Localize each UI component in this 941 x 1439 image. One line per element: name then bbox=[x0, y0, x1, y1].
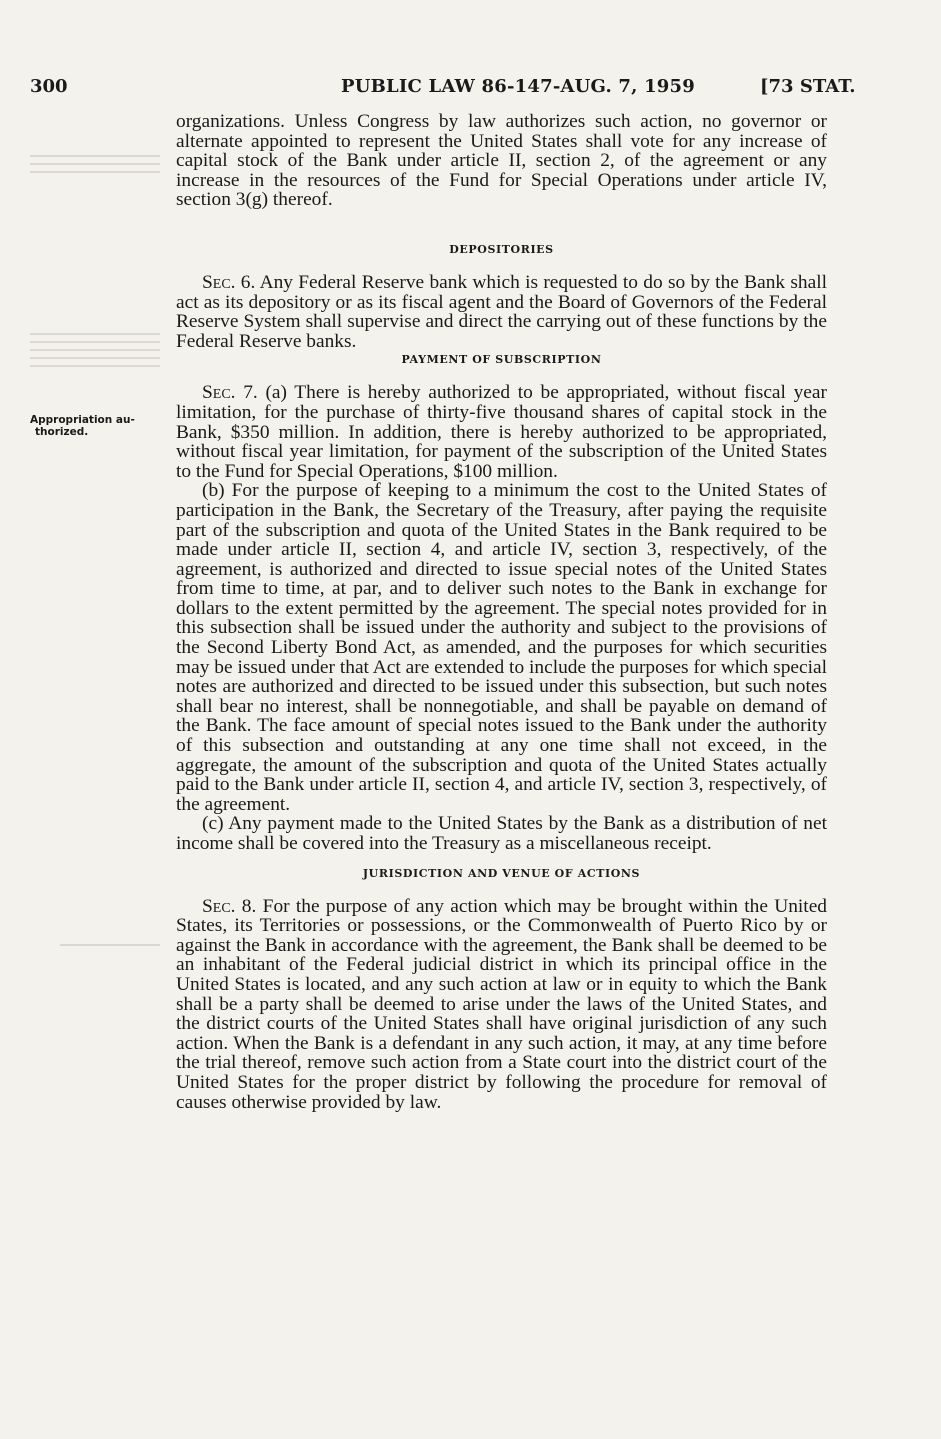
margin-note bbox=[30, 414, 180, 438]
margin-note-line: thorized. bbox=[35, 426, 89, 438]
page-number: 300 bbox=[30, 76, 68, 97]
intro-paragraph: organizations. Unless Congress by law authorizes such action, no governor or alternate appointed to represent the United States shall vote for any increase of capital stock of the Bank under article II, section 2, of the agreement or any increase in the resources of the Fund for Special Operations under article IV, section 3(g) thereof. bbox=[176, 111, 827, 211]
page-header bbox=[0, 68, 941, 102]
running-title: PUBLIC LAW 86-147-AUG. 7, 1959 bbox=[341, 76, 695, 97]
section-heading-payment: PAYMENT OF SUBSCRIPTION bbox=[401, 353, 602, 367]
section-8-label: Sec. 8. bbox=[202, 895, 257, 917]
section-7-label: Sec. 7. bbox=[202, 382, 258, 404]
section-7a-text: (a) There is hereby authorized to be appropriated, without fiscal year limitation, for the purchase of thirty-five thousand shares of capital stock in the Bank, $350 million. In addition, there is hereby authorized to be appropriated, without fiscal year limitation, for payment of the subscription of the United States to the Fund for Special Operations, $100 million. bbox=[176, 382, 827, 482]
bleed-through-mark bbox=[60, 944, 160, 952]
section-8-paragraph bbox=[176, 897, 827, 1113]
section-6-label: Sec. 6. bbox=[202, 271, 256, 293]
margin-note-line: Appropriation au- bbox=[30, 414, 135, 426]
section-7a-paragraph bbox=[176, 383, 827, 481]
body-text bbox=[176, 112, 827, 1112]
section-6-text: Any Federal Reserve bank which is requested to do so by the Bank shall act as its depository or as its fiscal agent and the Board of Governors of the Federal Reserve System shall supervise and direct the carrying out of these functions by the Federal Reserve banks. bbox=[176, 271, 828, 352]
section-6-paragraph bbox=[176, 273, 827, 351]
section-8-text: For the purpose of any action which may be brought within the United States, its Territories or possessions, or the Commonwealth of Puerto Rico by or against the Bank in accordance with the agreement, the Bank shall be deemed to be an inhabitant of the Federal judicial district in which its principal office in the United States is located, and any such action at law or in equity to which the Bank shall be a party shall be deemed to arise under the laws of the United States, and the district courts of the United States shall have original jurisdiction of any such action. When the Bank is a defendant in any such action, it may, at any time before the trial thereof, remove such action from a State court into the district court of the United States for the proper district by following the procedure for removal of causes otherwise provided by law. bbox=[176, 895, 827, 1113]
statute-reference: [73 STAT. bbox=[760, 76, 856, 97]
section-7b-paragraph: (b) For the purpose of keeping to a minimum the cost to the United States of participation in the Bank, the Secretary of the Treasury, after paying the requisite part of the subscription and quota of the United States in the Bank required to be made under article II, section 4, and article IV, section 3, respectively, of the agreement, is authorized and directed to issue special notes of the United States from time to time, at par, and to deliver such notes to the Bank in exchange for dollars to the extent permitted by the agreement. The special notes provided for in this subsection shall be issued under the authority and subject to the provisions of the Second Liberty Bond Act, as amended, and the purposes for which securities may be issued under that Act are extended to include the purposes for which special notes are authorized and directed to be issued under this subsection, but such notes shall bear no interest, shall be nonnegotiable, and shall be payable on demand of the Bank. The face amount of special notes issued to the Bank under the authority of this subsection and outstanding at any one time shall not exceed, in the aggregate, the amount of the subscription and quota of the United States actually paid to the Bank under article II, section 4, and article IV, section 3, respectively, of the agreement. bbox=[176, 480, 827, 815]
bleed-through-mark bbox=[30, 333, 160, 369]
section-7c-paragraph: (c) Any payment made to the United States by the Bank as a distribution of net income shall be covered into the Treasury as a miscellaneous receipt. bbox=[176, 813, 827, 854]
section-heading-jurisdiction: JURISDICTION AND VENUE OF ACTIONS bbox=[362, 866, 641, 880]
bleed-through-mark bbox=[30, 155, 160, 179]
section-heading-depositories: DEPOSITORIES bbox=[449, 242, 554, 256]
